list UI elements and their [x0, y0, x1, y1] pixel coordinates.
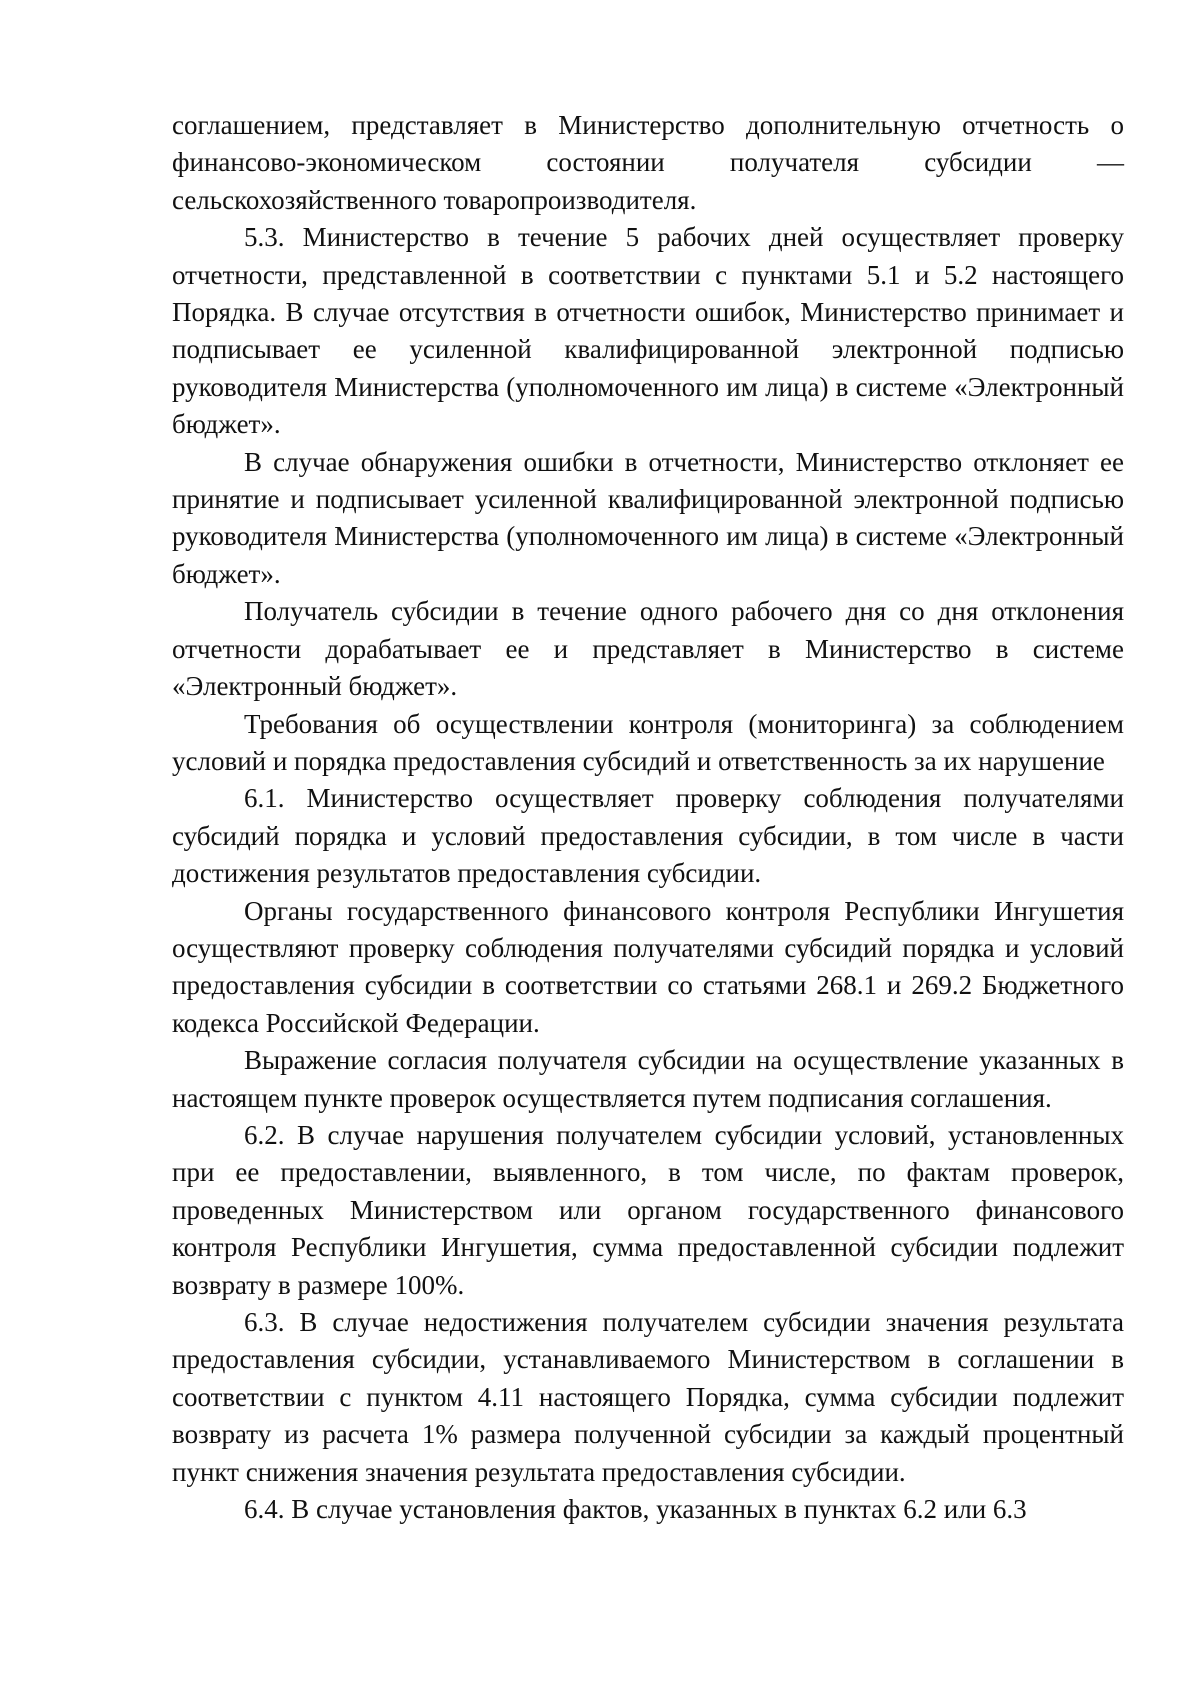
- paragraph: 6.3. В случае недостижения получателем субсидии значения результата предоставления субсидии, устанавливаемого Министерством в соглашении в соответствии с пунктом 4.11 настоящего Порядка, сумма субсидии подлежит возврату из расчета 1% размера полученной субсидии за каждый процентный пункт снижения значения результата предоставления субсидии.: [172, 1307, 1124, 1487]
- section-heading: Требования об осуществлении контроля (мониторинга) за соблюдением условий и порядка предоставления субсидий и ответственность за их нарушение: [172, 708, 1124, 776]
- paragraph: соглашением, представляет в Министерство дополнительную отчетность о финансово-экономическом состоянии получателя субсидии — сельскохозяйственного товаропроизводителя.: [172, 110, 1124, 215]
- paragraph: Получатель субсидии в течение одного рабочего дня со дня отклонения отчетности дорабатывает ее и представляет в Министерство в системе «Электронный бюджет».: [172, 596, 1124, 702]
- paragraph: 5.3. Министерство в течение 5 рабочих дней осуществляет проверку отчетности, представленной в соответствии с пунктами 5.1 и 5.2 настоящего Порядка. В случае отсутствия в отчетности ошибок, Министерство принимает и подписывает ее усиленной квалифицированной электронной подписью руководителя Министерства (уполномоченного им лица) в системе «Электронный бюджет».: [172, 222, 1124, 440]
- document-page: [172, 107, 1124, 1528]
- paragraph: Выражение согласия получателя субсидии на осуществление указанных в настоящем пункте проверок осуществляется путем подписания соглашения.: [172, 1045, 1124, 1113]
- paragraph: В случае обнаружения ошибки в отчетности, Министерство отклоняет ее принятие и подписывает усиленной квалифицированной электронной подписью руководителя Министерства (уполномоченного им лица) в системе «Электронный бюджет».: [172, 446, 1124, 589]
- paragraph: 6.4. В случае установления фактов, указанных в пунктах 6.2 или 6.3: [244, 1494, 1027, 1525]
- paragraph: 6.2. В случае нарушения получателем субсидии условий, установленных при ее предоставлении, выявленного, в том числе, по фактам проверок, проведенных Министерством или органом государственного финансового контроля Республики Ингушетия, сумма предоставленной субсидии подлежит возврату в размере 100%.: [172, 1119, 1124, 1300]
- paragraph: Органы государственного финансового контроля Республики Ингушетия осуществляют проверку соблюдения получателями субсидий порядка и условий предоставления субсидии в соответствии со статьями 268.1 и 269.2 Бюджетного кодекса Российской Федерации.: [172, 895, 1124, 1038]
- paragraph: 6.1. Министерство осуществляет проверку соблюдения получателями субсидий порядка и условий предоставления субсидии, в том числе в части достижения результатов предоставления субсидии.: [172, 783, 1124, 889]
